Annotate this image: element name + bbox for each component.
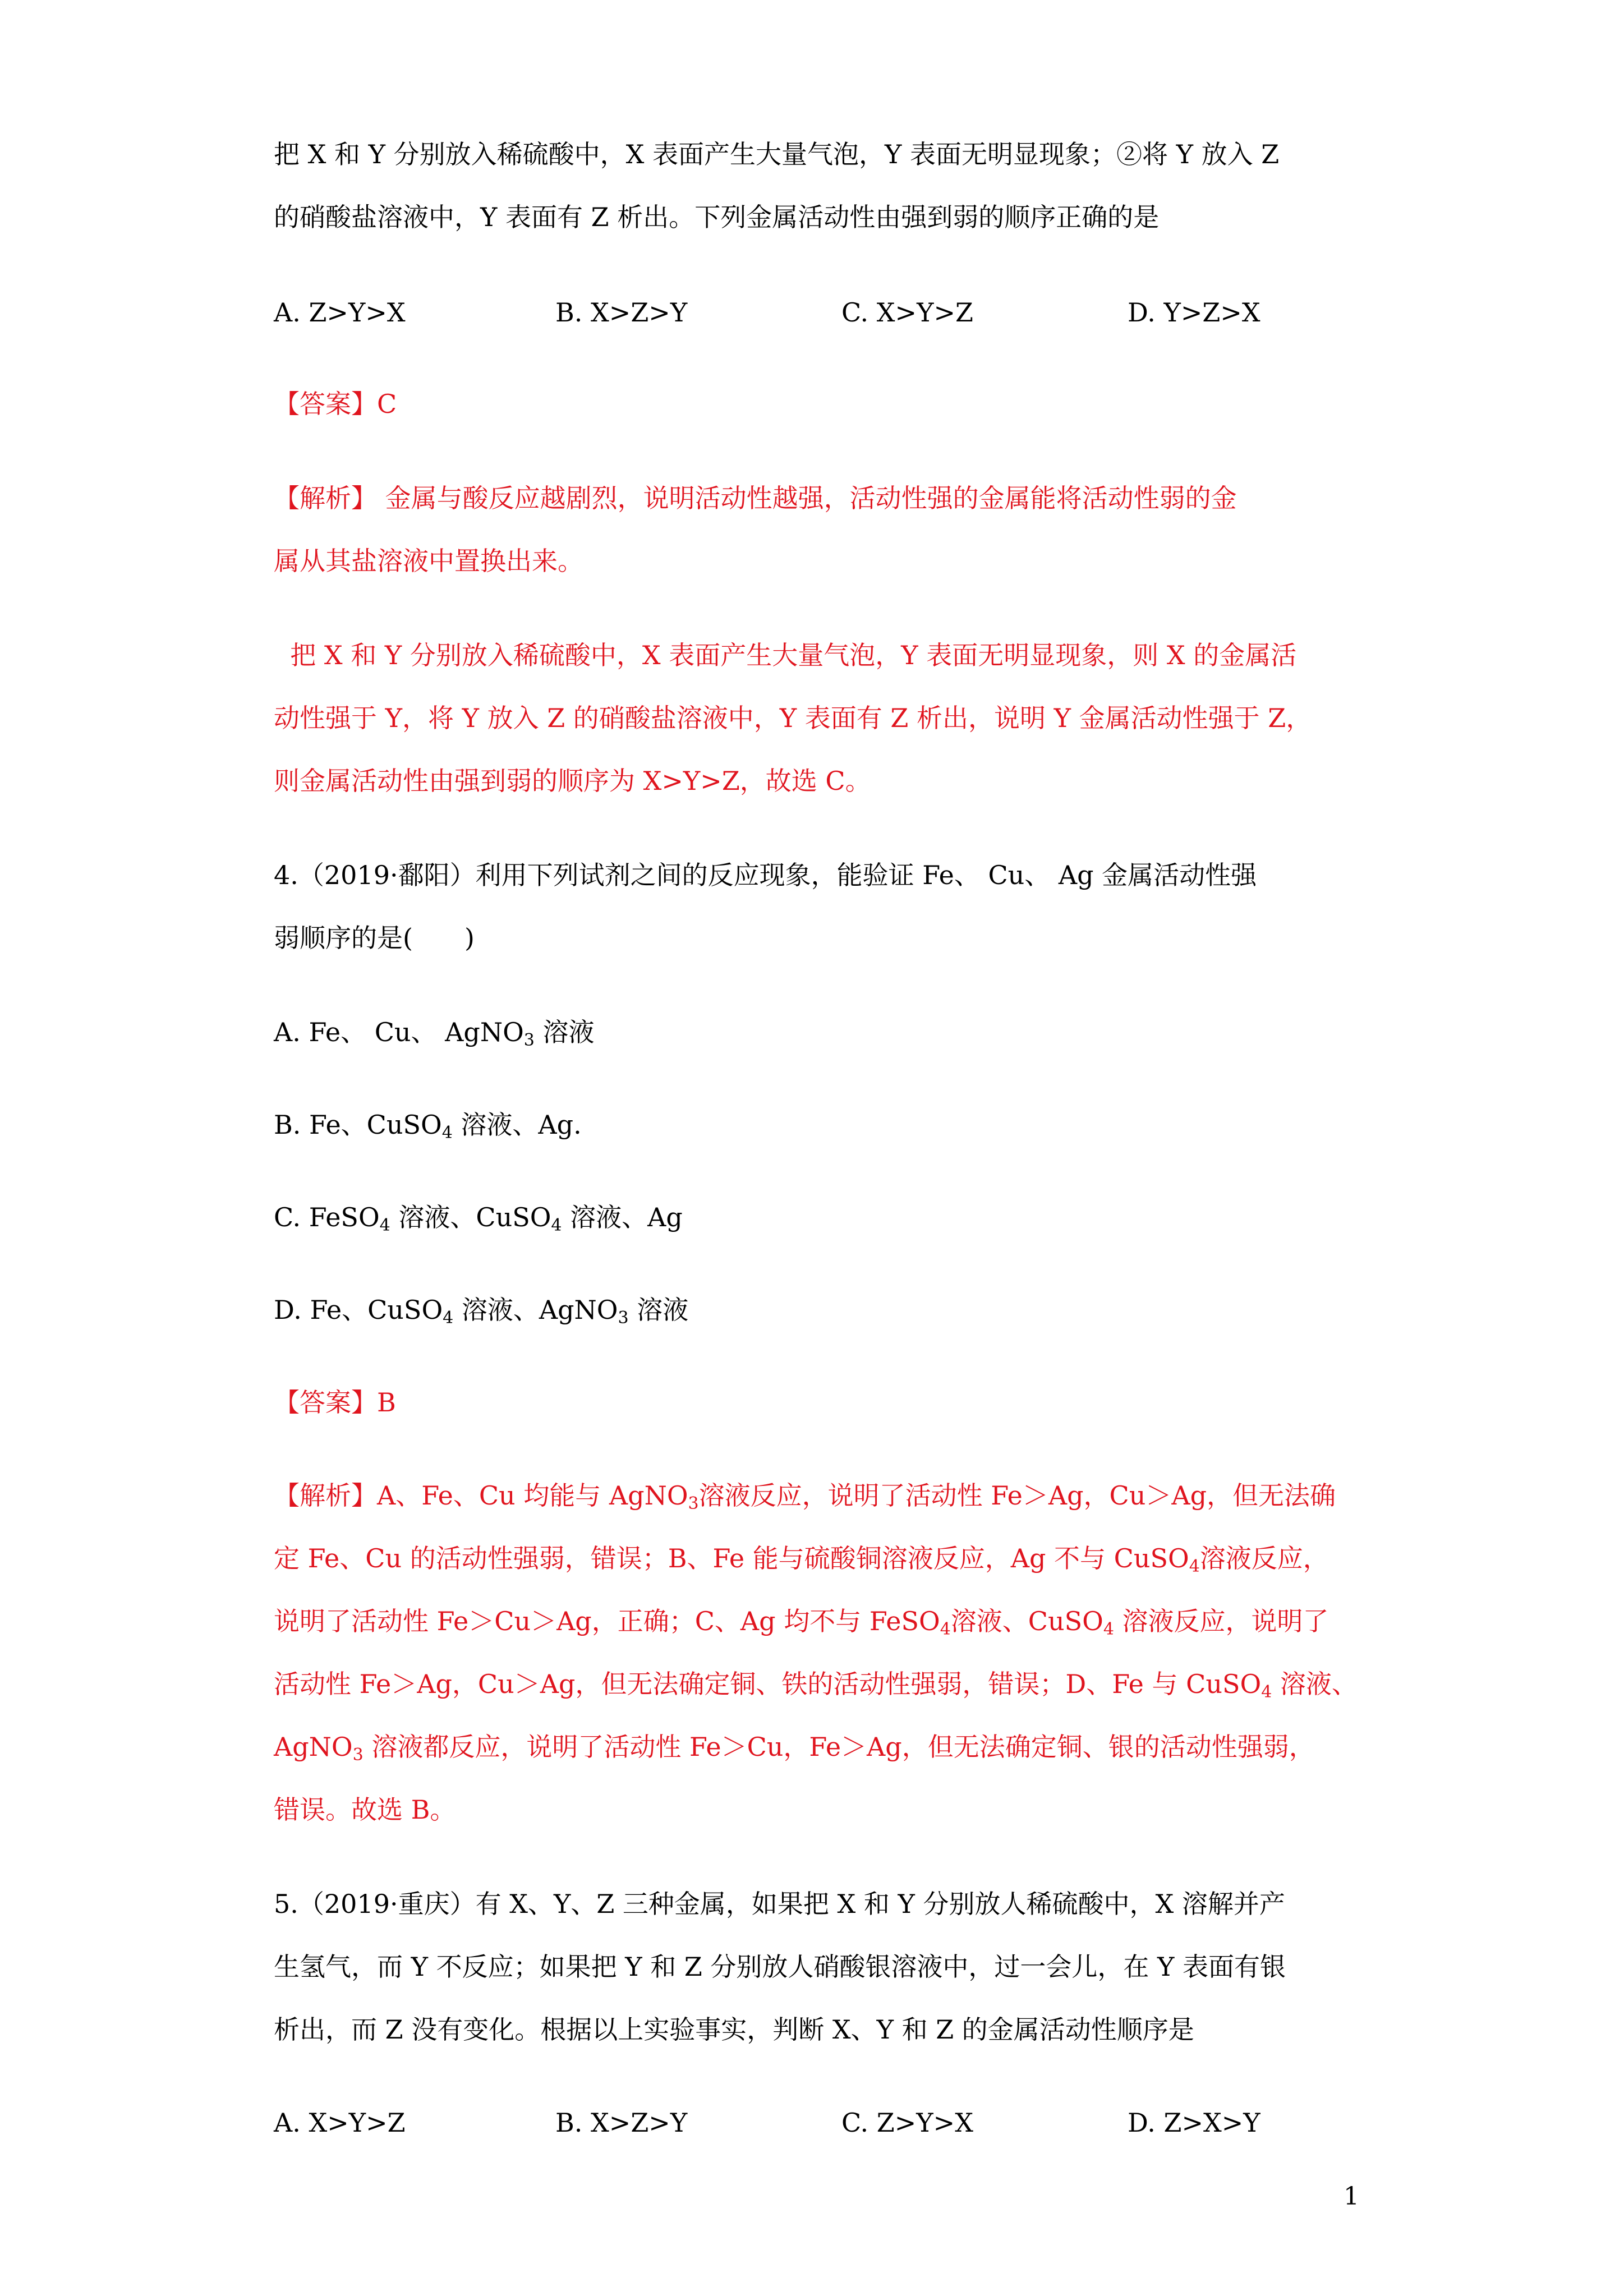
q5-option-c: C. Z>Y>X (841, 2108, 973, 2138)
answer-value: C (377, 389, 397, 419)
q5-option-d: D. Z>X>Y (1128, 2108, 1260, 2138)
q4-analysis-line6: 错误。故选 B。 (274, 1795, 456, 1825)
q5-option-a: A. X>Y>Z (274, 2108, 406, 2138)
q4-answer (274, 1386, 396, 1419)
q3-stem-line2: 的硝酸盐溶液中，Y 表面有 Z 析出。下列金属活动性由强到弱的顺序正确的是 (274, 202, 1160, 232)
q4-analysis-line4: 活动性 Fe＞Ag，Cu＞Ag，但无法确定铜、铁的活动性强弱，错误；D、Fe 与 CuSO$_4$ 溶液、 (274, 1669, 1358, 1702)
q3-analysis-line2: 属从其盐溶液中置换出来。 (274, 546, 583, 576)
q3-option-b: B. X>Z>Y (555, 297, 688, 328)
q4-analysis-line1: 【解析】A、Fe、Cu 均能与 AgNO$_3$溶液反应，说明了活动性 Fe＞Ag，Cu＞Ag，但无法确 (274, 1480, 1336, 1513)
answer-label: 【答案】 (274, 389, 377, 419)
q3-analysis-line4: 动性强于 Y，将 Y 放入 Z 的硝酸盐溶液中，Y 表面有 Z 析出，说明 Y 金属活动性强于 Z， (274, 703, 1312, 733)
q4-stem-line2: 弱顺序的是( ) (274, 923, 475, 953)
q4-option-d: D. Fe、CuSO$_4$ 溶液、AgNO$_3$ 溶液 (274, 1295, 689, 1328)
answer-label: 【答案】 (274, 1387, 377, 1418)
q3-option-a: A. Z>Y>X (274, 297, 406, 328)
q4-option-b: B. Fe、CuSO$_4$ 溶液、Ag. (274, 1110, 582, 1143)
q3-analysis-line1 (274, 481, 1237, 515)
analysis-label: 【解析】 (274, 483, 377, 513)
answer-value: B (377, 1387, 396, 1418)
q3-option-c: C. X>Y>Z (841, 297, 973, 328)
q3-analysis-line3: 把 X 和 Y 分别放入稀硫酸中，X 表面产生大量气泡，Y 表面无明显现象，则 X 的金属活 (274, 640, 1297, 670)
q3-answer (274, 387, 397, 421)
q4-option-c: C. FeSO$_4$ 溶液、CuSO$_4$ 溶液、Ag (274, 1202, 683, 1235)
q5-stem-line1: 5.（2019·重庆）有 X、Y、Z 三种金属，如果把 X 和 Y 分别放人稀硫酸中，X 溶解并产 (274, 1889, 1285, 1919)
q5-option-b: B. X>Z>Y (555, 2108, 688, 2138)
analysis-text: 金属与酸反应越剧烈，说明活动性越强，活动性强的金属能将活动性弱的金 (385, 483, 1237, 513)
q4-stem-line1: 4.（2019·鄱阳）利用下列试剂之间的反应现象，能验证 Fe、 Cu、 Ag 金属活动性强 (274, 860, 1257, 890)
q3-analysis-line5: 则金属活动性由强到弱的顺序为 X>Y>Z，故选 C。 (274, 766, 871, 796)
q3-stem-line1: 把 X 和 Y 分别放入稀硫酸中，X 表面产生大量气泡，Y 表面无明显现象；②将 Y 放入 Z (274, 139, 1280, 169)
q5-stem-line2: 生氢气，而 Y 不反应；如果把 Y 和 Z 分别放人硝酸银溶液中，过一会儿，在 Y 表面有银 (274, 1952, 1286, 1982)
q4-analysis-line3: 说明了活动性 Fe＞Cu＞Ag，正确；C、Ag 均不与 FeSO$_4$溶液、CuSO$_4$ 溶液反应，说明了 (274, 1606, 1329, 1639)
q3-option-d: D. Y>Z>X (1128, 297, 1260, 328)
q4-option-a: A. Fe、 Cu、 AgNO$_3$ 溶液 (274, 1017, 595, 1050)
q4-analysis-line5: AgNO$_3$ 溶液都反应，说明了活动性 Fe＞Cu，Fe＞Ag，但无法确定铜、银的活动性强弱， (274, 1732, 1315, 1765)
q4-analysis-line2: 定 Fe、Cu 的活动性强弱，错误；B、Fe 能与硫酸铜溶液反应，Ag 不与 CuSO$_4$溶液反应， (274, 1543, 1329, 1576)
q5-stem-line3: 析出，而 Z 没有变化。根据以上实验事实，判断 X、Y 和 Z 的金属活动性顺序是 (274, 2014, 1194, 2045)
page-number: 1 (1344, 2182, 1359, 2211)
